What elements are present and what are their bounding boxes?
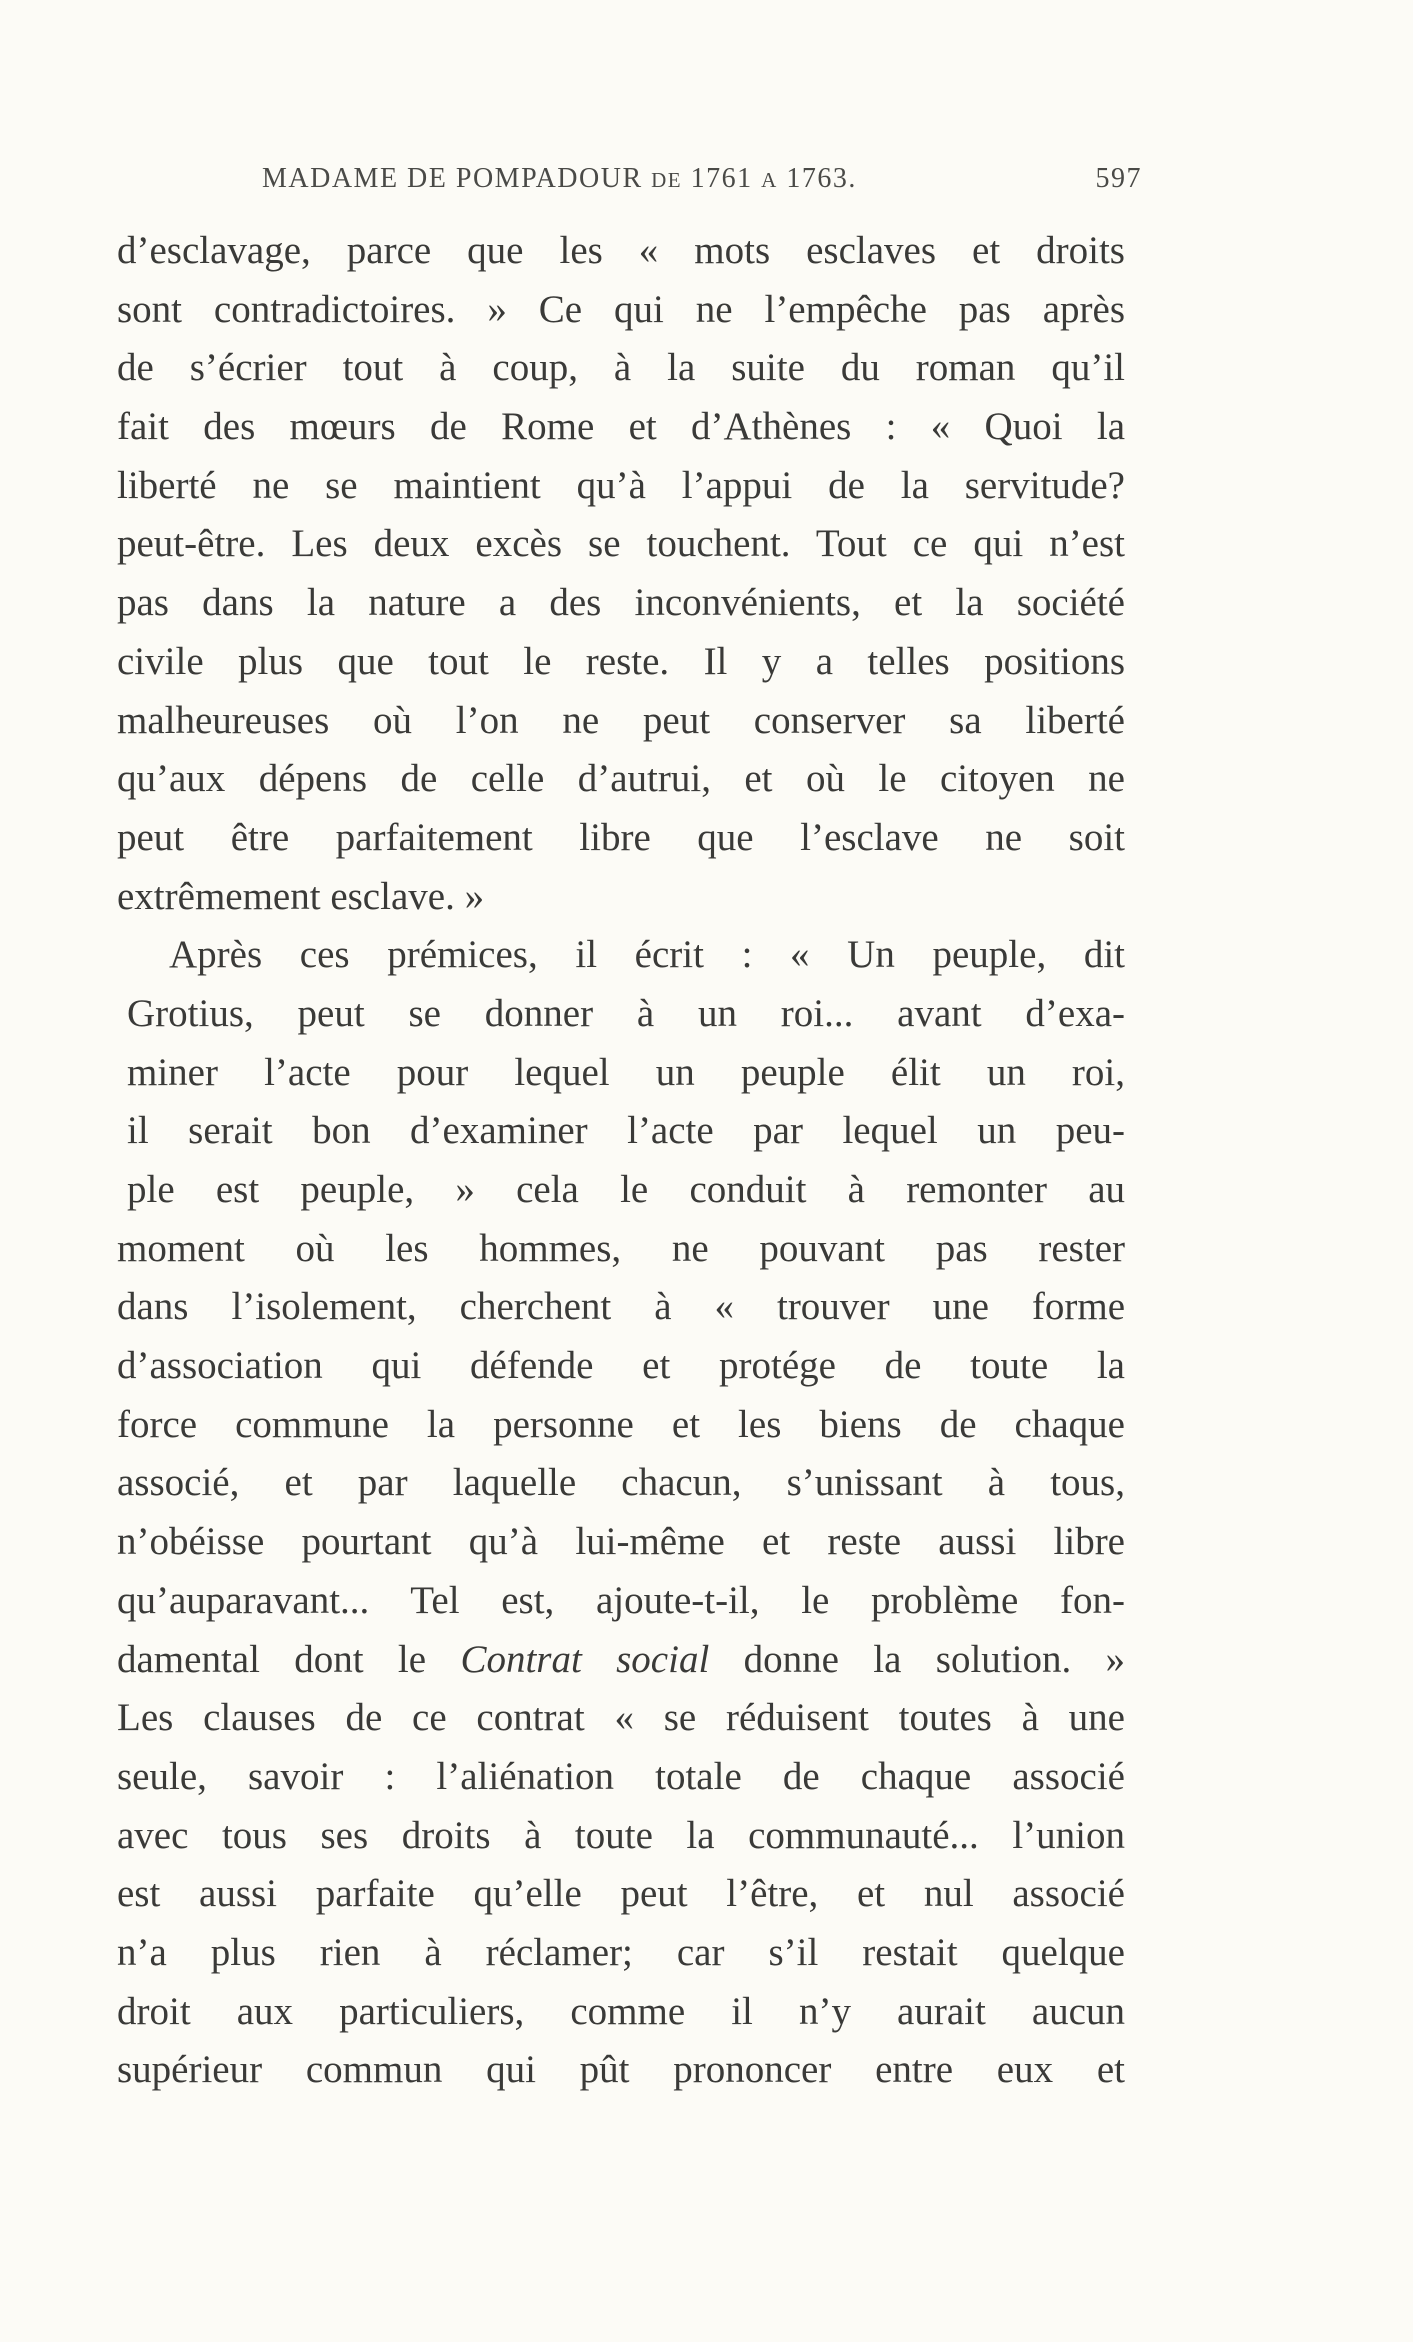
text-line: liberté ne se maintient qu’à l’appui de la servitude?	[117, 463, 1125, 507]
running-head-title-a: MADAME DE POMPADOUR	[262, 163, 643, 194]
text-line-contrat-social	[117, 1631, 1125, 1690]
text-line: supérieur commun qui pût prononcer entre eux et	[117, 2048, 1125, 2092]
body-text	[117, 222, 1125, 2100]
text-line: pas dans la nature a des inconvénients, et la société	[117, 581, 1125, 625]
text-span: damental dont le	[117, 1637, 427, 1681]
text-line: avec tous ses droits à toute la communauté... l’union	[117, 1813, 1125, 1857]
text-line: seule, savoir : l’aliénation totale de chaque associé	[117, 1754, 1125, 1798]
text-line: Après ces prémices, il écrit : « Un peuple, dit	[169, 933, 1125, 977]
text-span: donne la solution. »	[743, 1637, 1125, 1681]
text-line: fait des mœurs de Rome et d’Athènes : « Quoi la	[117, 405, 1125, 449]
running-head-a: A	[761, 168, 778, 192]
text-line: moment où les hommes, ne pouvant pas rester	[117, 1226, 1125, 1270]
text-line: peut-être. Les deux excès se touchent. Tout ce qui n’est	[117, 522, 1125, 566]
book-title-italic: Contrat social	[460, 1637, 710, 1681]
running-head-year-start: 1761	[690, 163, 753, 194]
text-line: droit aux particuliers, comme il n’y aurait aucun	[117, 1989, 1125, 2033]
text-line: Grotius, peut se donner à un roi... avant d’exa-	[127, 991, 1125, 1035]
running-head-de: DE	[651, 168, 683, 192]
text-line: associé, et par laquelle chacun, s’unissant à tous,	[117, 1461, 1125, 1505]
text-line: extrêmement esclave. »	[117, 874, 485, 918]
text-line: Les clauses de ce contrat « se réduisent toutes à une	[117, 1696, 1125, 1740]
running-head	[262, 163, 1142, 203]
text-line: miner l’acte pour lequel un peuple élit un roi,	[127, 1050, 1125, 1094]
text-line: est aussi parfaite qu’elle peut l’être, et nul associé	[117, 1872, 1125, 1916]
running-head-title	[262, 163, 857, 195]
text-line: d’association qui défende et protége de toute la	[117, 1344, 1125, 1388]
text-line: civile plus que tout le reste. Il y a telles positions	[117, 639, 1125, 683]
text-line: sont contradictoires. » Ce qui ne l’empêche pas après	[117, 287, 1125, 331]
page-number: 597	[1095, 163, 1142, 194]
text-line: de s’écrier tout à coup, à la suite du roman qu’il	[117, 346, 1125, 390]
text-line: malheureuses où l’on ne peut conserver sa liberté	[117, 698, 1125, 742]
text-line: il serait bon d’examiner l’acte par lequel un peu-	[127, 1109, 1125, 1153]
text-line: force commune la personne et les biens de chaque	[117, 1402, 1125, 1446]
text-line: dans l’isolement, cherchent à « trouver une forme	[117, 1285, 1125, 1329]
text-line: ple est peuple, » cela le conduit à remonter au	[127, 1168, 1125, 1211]
text-line: n’obéisse pourtant qu’à lui-même et reste aussi libre	[117, 1520, 1125, 1564]
text-line: n’a plus rien à réclamer; car s’il restait quelque	[117, 1930, 1125, 1974]
text-line: peut être parfaitement libre que l’esclave ne soit	[117, 815, 1125, 859]
text-line: qu’auparavant... Tel est, ajoute-t-il, le problème fon-	[117, 1578, 1125, 1622]
text-line: qu’aux dépens de celle d’autrui, et où le citoyen ne	[117, 757, 1125, 801]
running-head-year-end: 1763.	[786, 163, 857, 194]
text-line: d’esclavage, parce que les « mots esclaves et droits	[117, 229, 1125, 272]
